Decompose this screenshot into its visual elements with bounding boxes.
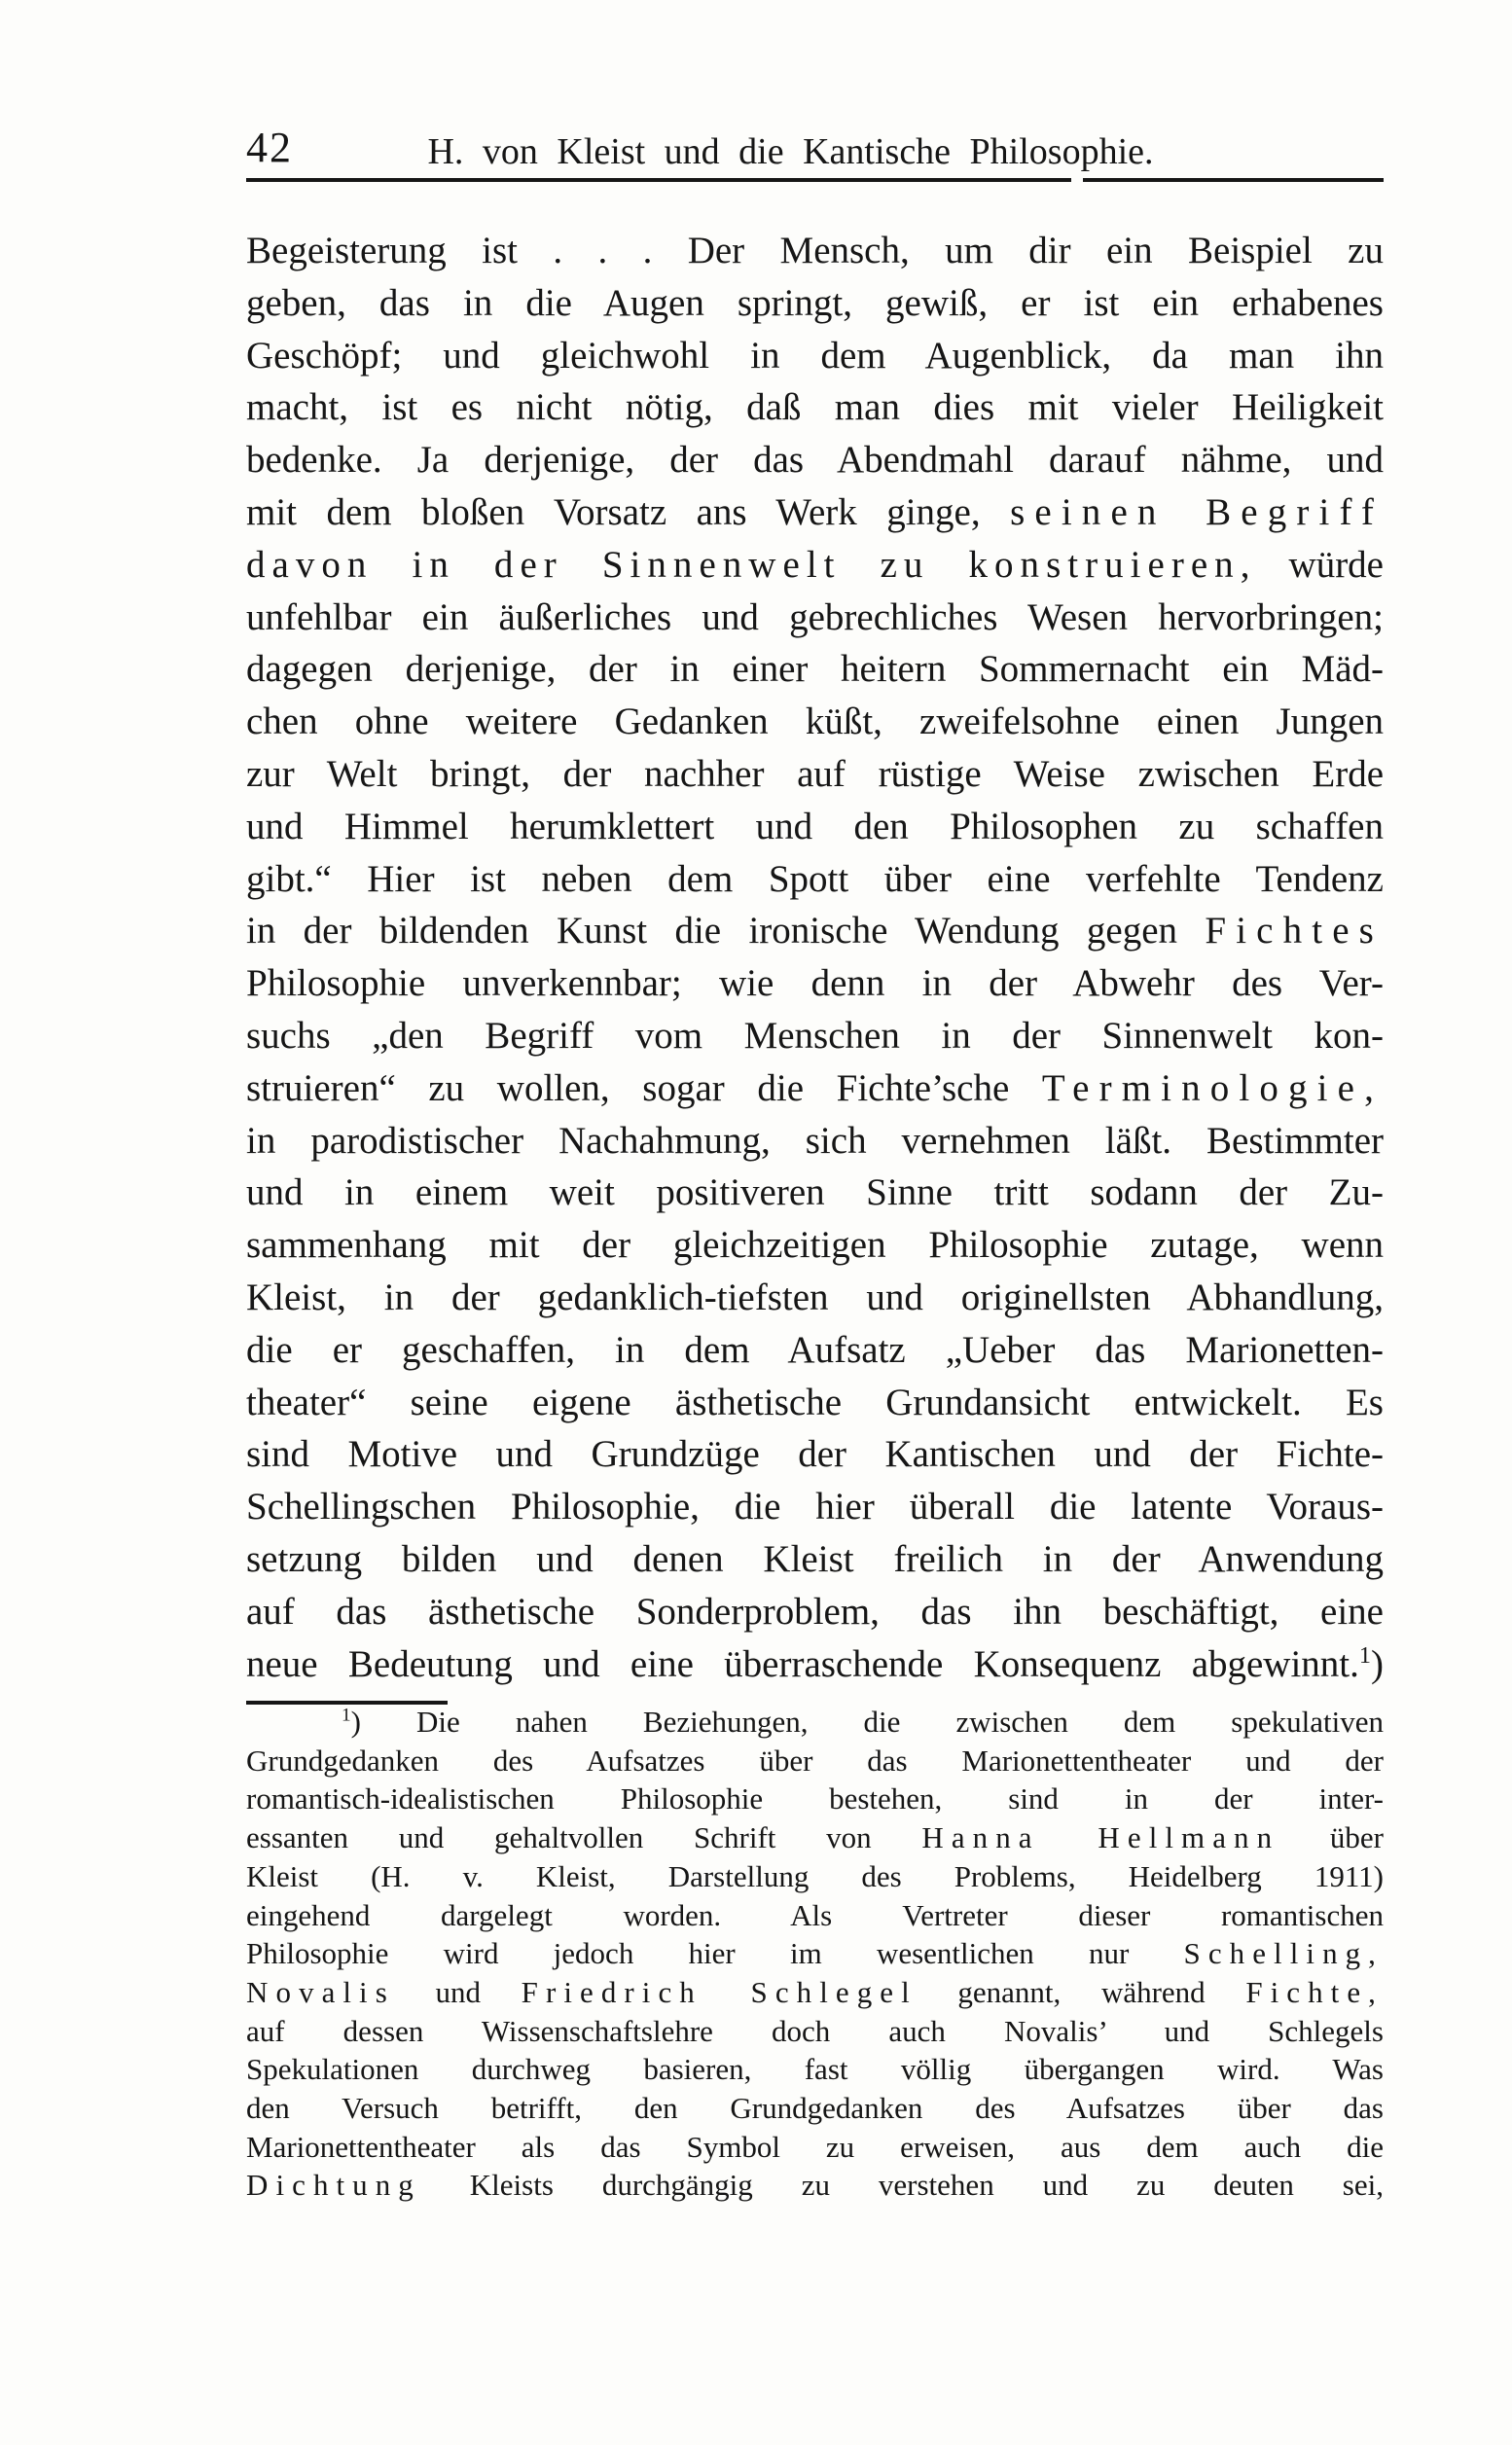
text-segment: davon in der Sinnenwelt zu konstruieren, <box>246 543 1257 586</box>
header-rule <box>246 178 1384 182</box>
footnote-line <box>246 1857 1384 1896</box>
footnote-line <box>246 2012 1384 2051</box>
text-segment: Terminologie, <box>1041 1066 1384 1109</box>
text-segment: sind Motive und Grundzüge der Kantischen und der Fichte- <box>246 1433 1384 1476</box>
body-line <box>246 1481 1384 1533</box>
footnote-line <box>246 1973 1384 2012</box>
text-segment: ) <box>1371 1642 1384 1685</box>
footnote-line <box>246 2050 1384 2089</box>
text-segment: in parodistischer Nachahmung, sich vernehmen läßt. Bestimmter <box>246 1119 1384 1162</box>
text-segment: Kleist, in der gedanklich-tiefsten und originellsten Abhandlung, <box>246 1276 1384 1318</box>
text-segment: und in einem weit positiveren Sinne tritt sodann der Zu- <box>246 1171 1384 1214</box>
body-line <box>246 1428 1384 1481</box>
body-line <box>246 330 1384 382</box>
footnote-line <box>246 1703 1384 1742</box>
text-segment: seinen Begriff <box>1010 490 1385 533</box>
footnote-line <box>246 2166 1384 2205</box>
body-line <box>246 801 1384 853</box>
text-segment: Schellingschen Philosophie, die hier überall die latente Voraus- <box>246 1486 1384 1528</box>
text-segment: setzung bilden und denen Kleist freilich in der Anwendung <box>246 1537 1384 1580</box>
text-segment: macht, ist es nicht nötig, daß man dies mit vieler Heiligkeit <box>246 386 1384 429</box>
text-segment: Philosophie wird jedoch hier im wesentlichen nur <box>246 1936 1184 1971</box>
body-line <box>246 905 1384 957</box>
body-line <box>246 1272 1384 1324</box>
body-text <box>246 225 1384 1690</box>
body-line <box>246 1324 1384 1377</box>
text-segment: und <box>394 1974 522 2009</box>
text-segment: romantisch-idealistischen Philosophie bestehen, sind in der inter- <box>246 1781 1384 1816</box>
text-segment: bedenke. Ja derjenige, der das Abendmahl darauf nähme, und <box>246 439 1384 482</box>
text-segment: Hanna Hellmann <box>921 1820 1280 1855</box>
text-segment: ) Die nahen Beziehungen, die zwischen dem spekulativen <box>350 1705 1384 1739</box>
footnote-marker: 1 <box>342 1705 351 1726</box>
text-segment: Spekulationen durchweg basieren, fast völlig übergangen wird. Was <box>246 2052 1384 2087</box>
text-segment: neue Bedeutung und eine überraschende Konsequenz abgewinnt. <box>246 1642 1359 1685</box>
text-segment: Fichte, <box>1245 1974 1384 2009</box>
body-line <box>246 1586 1384 1638</box>
page-number: 42 <box>246 124 293 171</box>
text-segment: Dichtung <box>246 2168 421 2203</box>
text-segment: theater“ seine eigene ästhetische Grundansicht entwickelt. Es <box>246 1381 1384 1423</box>
text-segment: struieren“ zu wollen, sogar die Fichte’sche <box>246 1066 1042 1109</box>
footnote-line <box>246 1934 1384 1973</box>
text-segment: mit dem bloßen Vorsatz ans Werk ginge, <box>246 490 1011 533</box>
body-line <box>246 225 1384 277</box>
text-segment: Begeisterung ist . . . Der Mensch, um dir ein Beispiel zu <box>246 230 1384 271</box>
text-segment: Kleist (H. v. Kleist, Darstellung des Problems, Heidelberg 1911) <box>246 1858 1384 1893</box>
text-segment: Geschöpf; und gleichwohl in dem Augenblick, da man ihn <box>246 334 1384 377</box>
body-line <box>246 592 1384 644</box>
body-line <box>246 696 1384 748</box>
text-segment: über <box>1279 1820 1384 1855</box>
body-line <box>246 1062 1384 1115</box>
text-segment: essanten und gehaltvollen Schrift von <box>246 1820 922 1855</box>
body-line <box>246 1167 1384 1219</box>
text-segment: Fichtes <box>1205 910 1384 953</box>
footnote-text <box>246 1703 1384 2205</box>
text-segment: eingehend dargelegt worden. Als Vertreter dieser romantischen <box>246 1897 1384 1932</box>
footnote-line <box>246 1896 1384 1935</box>
body-line <box>246 1115 1384 1168</box>
text-segment: Grundgedanken des Aufsatzes über das Marionettentheater und der <box>246 1743 1384 1778</box>
body-line <box>246 1533 1384 1586</box>
body-line <box>246 853 1384 906</box>
text-segment: würde <box>1256 543 1384 586</box>
body-line <box>246 1010 1384 1062</box>
text-segment: geben, das in die Augen springt, gewiß, er ist ein erhabenes <box>246 281 1384 324</box>
text-segment: genannt, während <box>917 1974 1246 2009</box>
text-segment: den Versuch betrifft, den Grundgedanken des Aufsatzes über das <box>246 2091 1384 2126</box>
text-segment: suchs „den Begriff vom Menschen in der Sinnenwelt kon- <box>246 1014 1384 1057</box>
text-segment: Novalis <box>246 1974 395 2009</box>
body-line <box>246 748 1384 801</box>
text-segment: die er geschaffen, in dem Aufsatz „Ueber das Marionetten- <box>246 1328 1384 1371</box>
footnote-line <box>246 1780 1384 1818</box>
text-segment: Friedrich Schlegel <box>521 1974 918 2009</box>
footnote-marker: 1 <box>1358 1641 1371 1669</box>
body-line <box>246 434 1384 486</box>
footnote-line <box>246 1742 1384 1780</box>
text-segment: auf das ästhetische Sonderproblem, das ihn beschäftigt, eine <box>246 1590 1384 1633</box>
body-line <box>246 381 1384 434</box>
text-segment: chen ohne weitere Gedanken küßt, zweifelsohne einen Jungen <box>246 701 1384 743</box>
text-segment: zur Welt bringt, der nachher auf rüstige Weise zwischen Erde <box>246 752 1384 795</box>
footnote-line <box>246 1818 1384 1857</box>
footnote-line <box>246 2128 1384 2167</box>
text-segment: Schelling, <box>1183 1936 1384 1971</box>
body-line <box>246 957 1384 1010</box>
text-segment: Philosophie unverkennbar; wie denn in der Abwehr des Ver- <box>246 962 1384 1005</box>
text-segment: sammenhang mit der gleichzeitigen Philosophie zutage, wenn <box>246 1224 1384 1267</box>
text-segment: in der bildenden Kunst die ironische Wendung gegen <box>246 910 1206 953</box>
text-segment: dagegen derjenige, der in einer heitern Sommernacht ein Mäd- <box>246 648 1384 691</box>
text-segment: und Himmel herumklettert und den Philosophen zu schaffen <box>246 805 1384 847</box>
body-line <box>246 1638 1384 1691</box>
body-line <box>246 1377 1384 1429</box>
text-segment: unfehlbar ein äußerliches und gebrechliches Wesen hervorbringen; <box>246 595 1384 638</box>
text-segment: gibt.“ Hier ist neben dem Spott über eine verfehlte Tendenz <box>246 857 1384 900</box>
body-line <box>246 1219 1384 1272</box>
body-line <box>246 486 1384 539</box>
body-line <box>246 277 1384 330</box>
text-segment: auf dessen Wissenschaftslehre doch auch Novalis’ und Schlegels <box>246 2013 1384 2048</box>
footnote-line <box>246 2089 1384 2128</box>
body-line <box>246 643 1384 696</box>
body-line <box>246 539 1384 592</box>
text-segment: Marionettentheater als das Symbol zu erweisen, aus dem auch die <box>246 2129 1384 2164</box>
text-segment: Kleists durchgängig zu verstehen und zu deuten sei, <box>420 2168 1384 2203</box>
running-title: H. von Kleist und die Kantische Philosophie. <box>427 131 1154 172</box>
